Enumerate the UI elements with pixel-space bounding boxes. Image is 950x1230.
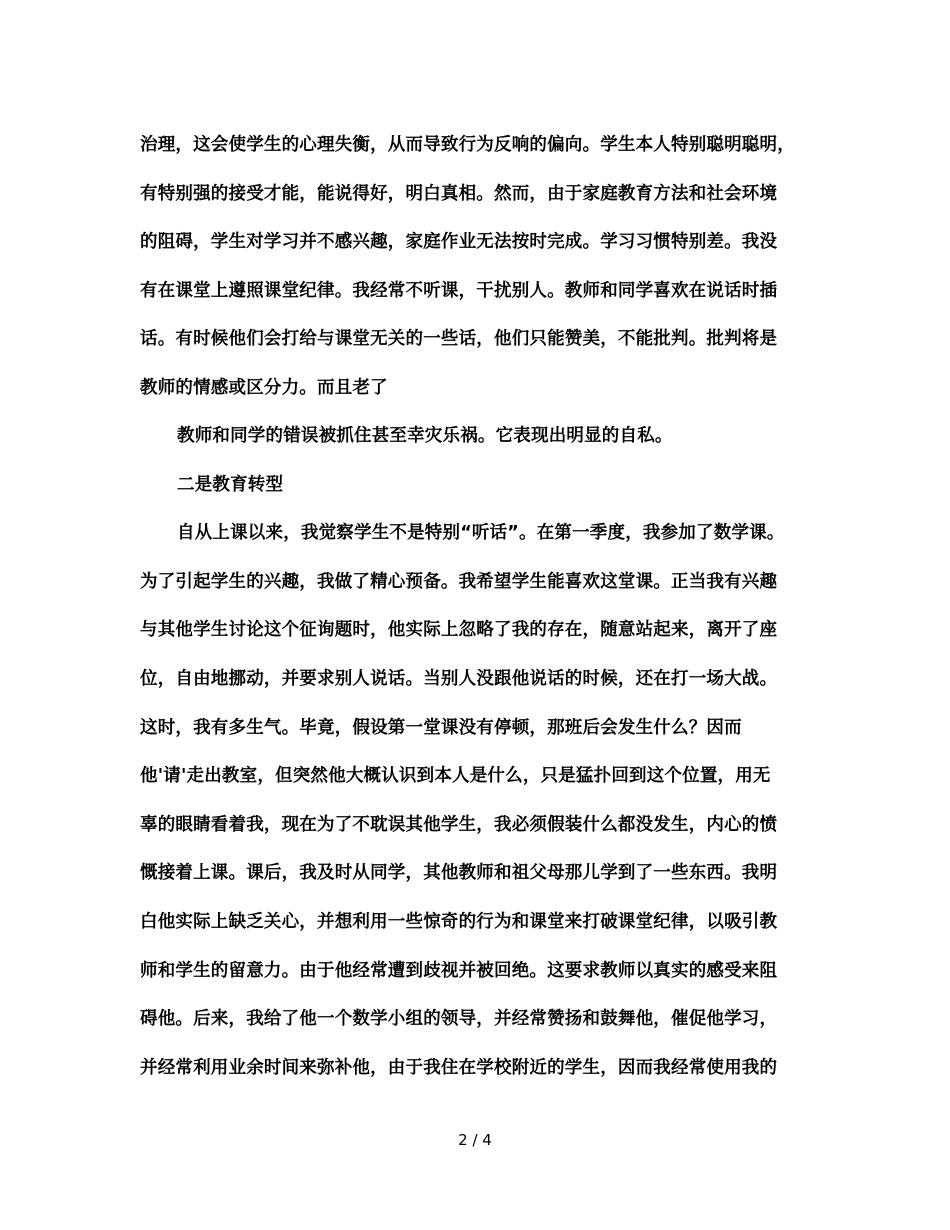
text-line: 的阻碍，学生对学习并不感兴趣，家庭作业无法按时完成。学习习惯特别差。我没 (140, 232, 778, 253)
paragraph-2-line: 教师和同学的错误被抓住甚至幸灾乐祸。它表现出明显的自私。 (177, 426, 673, 446)
page-number: 2 / 4 (458, 1131, 492, 1149)
text-line: 碍他。后来，我给了他一个数学小组的领导，并经常赞扬和鼓舞他，催促他学习， (140, 1009, 778, 1030)
section-heading: 二是教育转型 (177, 474, 284, 495)
text-line: 话。有时候他们会打给与课堂无关的一些话，他们只能赞美，不能批判。批判将是 (140, 329, 778, 350)
paragraph-block-1 (140, 121, 832, 413)
text-line: 自从上课以来，我觉察学生不是特别“听话”。在第一季度，我参加了数学课。 (177, 523, 785, 544)
text-line: 与其他学生讨论这个征询题时，他实际上忽略了我的存在，随意站起来，离开了座 (140, 620, 778, 641)
text-line: 师和学生的留意力。由于他经常遭到歧视并被回绝。这要求教师以真实的感受来阻 (140, 960, 778, 981)
text-line: 白他实际上缺乏关心，并想利用一些惊奇的行为和课堂来打破课堂纪律，以吸引教 (140, 911, 778, 932)
text-line: 他'请'走出教室，但突然他大概认识到本人是什么，只是猛扑回到这个位置，用无 (140, 766, 771, 787)
text-line: 这时，我有多生气。毕竟，假设第一堂课没有停顿，那班后会发生什么？因而 (140, 717, 742, 738)
text-line: 治理，这会使学生的心理失衡，从而导致行为反响的偏向。学生本人特别聪明聪明， (140, 135, 795, 155)
text-line: 并经常利用业余时间来弥补他，由于我住在学校附近的学生，因而我经常使用我的 (140, 1057, 778, 1078)
text-line: 为了引起学生的兴趣，我做了精心预备。我希望学生能喜欢这堂课。正当我有兴趣 (140, 571, 778, 592)
paragraph-block-2 (140, 412, 832, 1092)
text-line: 辜的眼睛看着我，现在为了不耽误其他学生，我必须假装什么都没发生，内心的愤 (140, 814, 778, 835)
text-line: 有特别强的接受才能，能说得好，明白真相。然而，由于家庭教育方法和社会环境 (140, 183, 778, 204)
text-line: 教师的情感或区分力。而且老了 (140, 377, 388, 398)
text-line: 位，自由地挪动，并要求别人说话。当别人没跟他说话的时候，还在打一场大战。 (140, 668, 778, 689)
text-line: 慨接着上课。课后，我及时从同学，其他教师和祖父母那儿学到了一些东西。我明 (140, 863, 778, 884)
text-line: 有在课堂上遵照课堂纪律。我经常不听课，干扰别人。教师和同学喜欢在说话时插 (140, 280, 778, 301)
